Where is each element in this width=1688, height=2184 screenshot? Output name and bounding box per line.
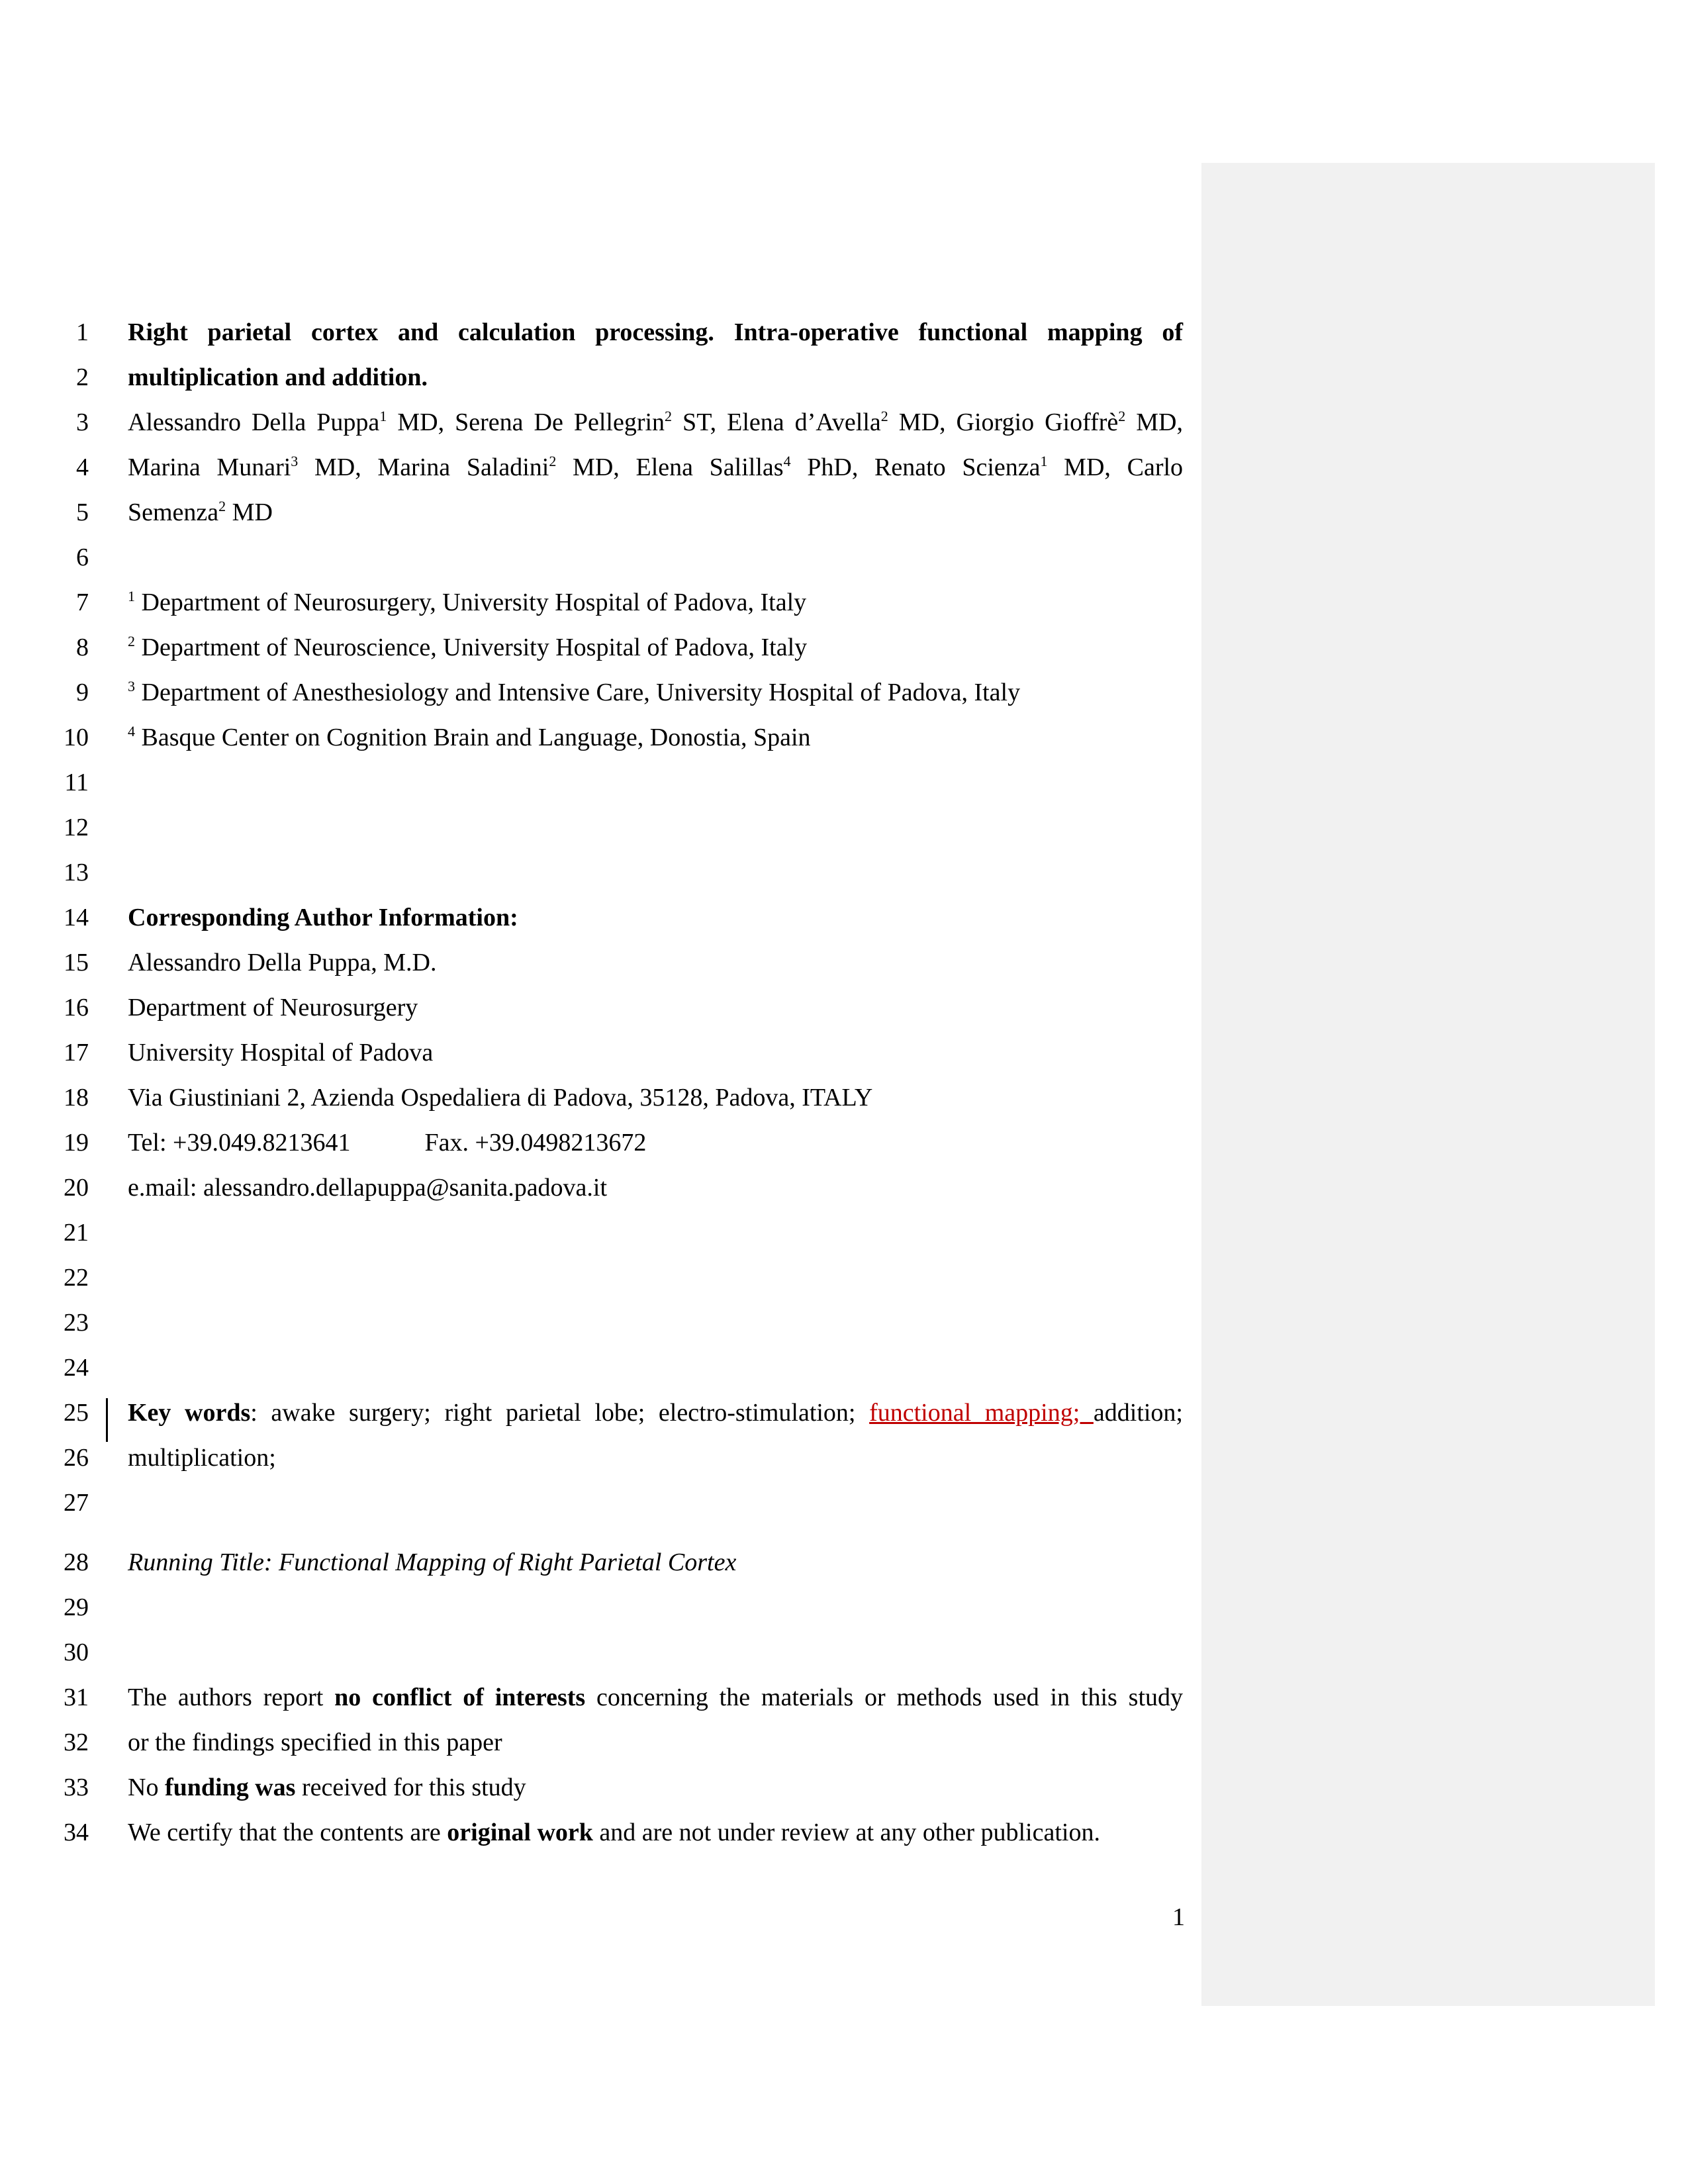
line-15 [0, 940, 1201, 985]
tel: Tel: +39.049.8213641 [128, 1129, 351, 1157]
authors-line-1 [128, 400, 1183, 445]
comment-margin-pane [1201, 163, 1655, 2006]
author-name: Elena Salillas [635, 453, 784, 481]
line-3 [0, 400, 1201, 445]
keywords-text: addition; [1093, 1399, 1183, 1427]
line-11 [0, 760, 1201, 805]
author-name: Marina Saladini [377, 453, 549, 481]
author-name: Serena De Pellegrin [455, 408, 665, 436]
affiliation-sup: 2 [128, 633, 135, 649]
line-17 [0, 1030, 1201, 1075]
line-number: 4 [76, 453, 89, 481]
title-line-2: multiplication and addition. [128, 363, 428, 391]
affiliation-3 [128, 670, 1183, 715]
line-24 [0, 1345, 1201, 1390]
line-8 [0, 625, 1201, 670]
line-23 [0, 1300, 1201, 1345]
statement-text: concerning the materials or methods used in this study [585, 1684, 1184, 1711]
line-number: 19 [64, 1129, 89, 1157]
affiliation-sup: 1 [1040, 453, 1048, 469]
statement-emphasis: original work [447, 1819, 593, 1846]
line-5 [0, 490, 1201, 535]
line-6 [0, 535, 1201, 580]
line-number: 17 [64, 1039, 89, 1067]
line-number: 24 [64, 1354, 89, 1382]
line-1 [0, 310, 1201, 355]
corresponding-hospital: University Hospital of Padova [128, 1039, 434, 1067]
keywords-label: Key words [128, 1399, 251, 1427]
affiliation-sup: 2 [218, 498, 226, 514]
author-name: Alessandro Della Puppa [128, 408, 380, 436]
keywords-text: : awake surgery; right parietal lobe; electro-stimulation; [250, 1399, 870, 1427]
line-34 [0, 1810, 1201, 1855]
line-30 [0, 1630, 1201, 1675]
line-number: 9 [76, 679, 89, 706]
line-4 [0, 445, 1201, 490]
line-20 [0, 1165, 1201, 1210]
affiliation-text: Department of Neurosurgery, University Hospital of Padova, Italy [135, 589, 807, 616]
authors-line-3 [128, 490, 1183, 535]
line-number: 32 [64, 1729, 89, 1756]
line-number: 15 [64, 949, 89, 976]
funding-statement [128, 1765, 1183, 1810]
line-number: 25 [64, 1399, 89, 1427]
author-degree: MD, [298, 453, 378, 481]
line-number: 13 [64, 859, 89, 886]
line-32 [0, 1720, 1201, 1765]
line-18 [0, 1075, 1201, 1120]
line-25 [0, 1390, 1201, 1435]
line-22 [0, 1255, 1201, 1300]
line-33 [0, 1765, 1201, 1810]
line-number: 14 [64, 904, 89, 931]
line-number: 7 [76, 589, 89, 616]
keywords-line-2: multiplication; [128, 1444, 276, 1472]
conflict-statement-line-1 [128, 1675, 1183, 1720]
statement-text: We certify that the contents are [128, 1819, 447, 1846]
keywords-line-1 [128, 1390, 1183, 1435]
statement-emphasis: no conflict of interests [334, 1684, 586, 1711]
affiliation-text: Basque Center on Cognition Brain and Language, Donostia, Spain [135, 724, 811, 751]
line-number: 8 [76, 634, 89, 661]
line-number: 21 [64, 1219, 89, 1247]
line-29 [0, 1585, 1201, 1630]
statement-text: The authors report [128, 1684, 335, 1711]
affiliation-4 [128, 715, 1183, 760]
author-name: Marina Munari [128, 453, 291, 481]
affiliation-2 [128, 625, 1183, 670]
line-number: 20 [64, 1174, 89, 1202]
affiliation-sup: 1 [128, 588, 135, 604]
line-number: 27 [64, 1489, 89, 1517]
author-degree: MD, [1047, 453, 1127, 481]
affiliation-sup: 2 [1118, 408, 1126, 424]
author-name: Renato Scienza [874, 453, 1041, 481]
line-number: 29 [64, 1593, 89, 1621]
corresponding-address: Via Giustiniani 2, Azienda Ospedaliera di Padova, 35128, Padova, ITALY [128, 1084, 873, 1112]
line-31 [0, 1675, 1201, 1720]
author-name: Semenza [128, 499, 219, 526]
conflict-statement-line-2: or the findings specified in this paper [128, 1729, 502, 1756]
originality-statement [128, 1810, 1183, 1855]
line-16 [0, 985, 1201, 1030]
corresponding-heading: Corresponding Author Information: [128, 904, 518, 931]
line-12 [0, 805, 1201, 850]
line-number: 23 [64, 1309, 89, 1337]
affiliation-sup: 4 [783, 453, 791, 469]
line-26 [0, 1435, 1201, 1480]
affiliation-sup: 3 [128, 678, 135, 694]
line-number: 33 [64, 1774, 89, 1801]
affiliation-sup: 2 [880, 408, 888, 424]
affiliation-sup: 2 [665, 408, 673, 424]
line-number: 12 [64, 814, 89, 841]
line-number: 34 [64, 1819, 89, 1846]
authors-line-2 [128, 445, 1183, 490]
title-line-1: Right parietal cortex and calculation processing. Intra-operative functional mapping of [128, 318, 1183, 346]
author-name: Elena d’Avella [727, 408, 881, 436]
corresponding-dept: Department of Neurosurgery [128, 994, 418, 1021]
author-degree: MD, [387, 408, 455, 436]
statement-text: received for this study [295, 1774, 526, 1801]
line-number: 16 [64, 994, 89, 1021]
author-name: Giorgio Gioffrè [956, 408, 1119, 436]
line-number: 6 [76, 544, 89, 571]
author-degree: MD, [1125, 408, 1184, 436]
line-7 [0, 580, 1201, 625]
statement-text: and are not under review at any other publication. [592, 1819, 1100, 1846]
running-title: Running Title: Functional Mapping of Right Parietal Cortex [128, 1548, 737, 1576]
line-14 [0, 895, 1201, 940]
line-number: 10 [64, 724, 89, 751]
statement-emphasis: funding was [164, 1774, 296, 1801]
line-27 [0, 1480, 1201, 1525]
author-degree: MD, [556, 453, 636, 481]
affiliation-1 [128, 580, 1183, 625]
line-number: 1 [76, 318, 89, 346]
line-number: 18 [64, 1084, 89, 1112]
fax: Fax. +39.0498213672 [424, 1129, 647, 1157]
line-number: 5 [76, 499, 89, 526]
affiliation-sup: 4 [128, 723, 135, 739]
affiliation-sup: 1 [379, 408, 387, 424]
corresponding-email: e.mail: alessandro.dellapuppa@sanita.padova.it [128, 1174, 608, 1202]
author-degree: MD [226, 499, 273, 526]
line-number: 31 [64, 1684, 89, 1711]
tracked-insertion[interactable]: functional mapping; [869, 1399, 1094, 1427]
author-name: Carlo [1127, 453, 1184, 481]
author-degree: ST, [672, 408, 727, 436]
statement-text: No [128, 1774, 165, 1801]
page-number: 1 [1172, 1903, 1185, 1931]
affiliation-sup: 3 [291, 453, 299, 469]
line-9 [0, 670, 1201, 715]
affiliation-text: Department of Anesthesiology and Intensive Care, University Hospital of Padova, Italy [135, 679, 1021, 706]
line-2 [0, 355, 1201, 400]
line-number: 28 [64, 1548, 89, 1576]
line-number: 3 [76, 408, 89, 436]
author-degree: PhD, [790, 453, 875, 481]
author-degree: MD, [888, 408, 957, 436]
line-number: 22 [64, 1264, 89, 1292]
corresponding-phone [128, 1120, 1183, 1165]
line-21 [0, 1210, 1201, 1255]
line-number: 11 [64, 769, 89, 796]
corresponding-name: Alessandro Della Puppa, M.D. [128, 949, 437, 976]
line-13 [0, 850, 1201, 895]
line-number: 2 [76, 363, 89, 391]
affiliation-text: Department of Neuroscience, University Hospital of Padova, Italy [135, 634, 808, 661]
line-10 [0, 715, 1201, 760]
line-number: 26 [64, 1444, 89, 1472]
line-19 [0, 1120, 1201, 1165]
line-28 [0, 1540, 1201, 1585]
line-number: 30 [64, 1638, 89, 1666]
affiliation-sup: 2 [549, 453, 557, 469]
